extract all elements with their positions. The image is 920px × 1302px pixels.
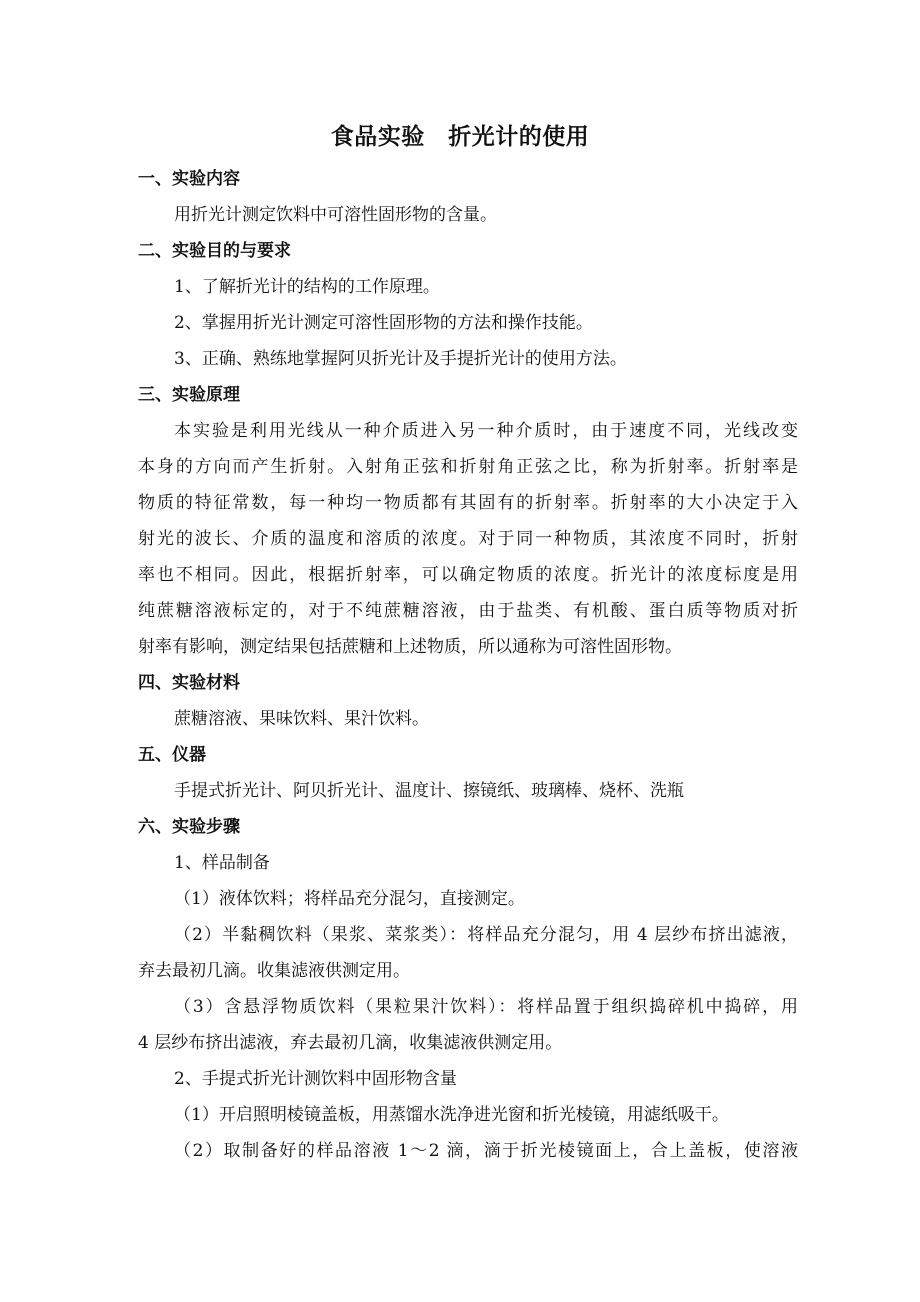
list-item: 2、掌握用折光计测定可溶性固形物的方法和操作技能。 <box>174 313 593 333</box>
paragraph-line: 手提式折光计、阿贝折光计、温度计、擦镜纸、玻璃棒、烧杯、洗瓶 <box>174 781 684 801</box>
list-item: 1、样品制备 <box>174 853 270 873</box>
section-heading-principle: 三、实验原理 <box>138 385 240 405</box>
list-item: （2）半黏稠饮料（果浆、菜浆类）：将样品充分混匀，用 4 层纱布挤出滤液， <box>174 925 798 945</box>
list-item: （1）液体饮料；将样品充分混匀，直接测定。 <box>174 889 525 909</box>
paragraph-line: 弃去最初几滴。收集滤液供测定用。 <box>138 961 410 981</box>
section-heading-procedure: 六、实验步骤 <box>138 817 240 837</box>
section-heading-instruments: 五、仪器 <box>138 745 206 765</box>
paragraph-line: 本身的方向而产生折射。入射角正弦和折射角正弦之比，称为折射率。折射率是 <box>138 457 798 477</box>
paragraph-line: 物质的特征常数，每一种均一物质都有其固有的折射率。折射率的大小决定于入 <box>138 493 798 513</box>
list-item: 2、手提式折光计测饮料中固形物含量 <box>174 1069 457 1089</box>
paragraph-line: 用折光计测定饮料中可溶性固形物的含量。 <box>174 205 497 225</box>
list-item: （1）开启照明棱镜盖板，用蒸馏水洗净进光窗和折光棱镜，用滤纸吸干。 <box>174 1105 729 1125</box>
paragraph-line: 射光的波长、介质的温度和溶质的浓度。对于同一种物质，其浓度不同时，折射 <box>138 529 798 549</box>
list-item: 3、正确、熟练地掌握阿贝折光计及手提折光计的使用方法。 <box>174 349 627 369</box>
paragraph-line: 纯蔗糖溶液标定的，对于不纯蔗糖溶液，由于盐类、有机酸、蛋白质等物质对折 <box>138 601 798 621</box>
document-title: 食品实验 折光计的使用 <box>330 124 590 150</box>
list-item: 1、了解折光计的结构的工作原理。 <box>174 277 440 297</box>
section-heading-materials: 四、实验材料 <box>138 673 240 693</box>
paragraph-line: 射率有影响，测定结果包括蔗糖和上述物质，所以通称为可溶性固形物。 <box>138 637 682 657</box>
paragraph-line: 蔗糖溶液、果味饮料、果汁饮料。 <box>174 709 429 729</box>
list-item: （2）取制备好的样品溶液 1～2 滴，滴于折光棱镜面上，合上盖板，使溶液 <box>174 1141 798 1161</box>
section-heading-content: 一、实验内容 <box>138 169 240 189</box>
list-item: （3）含悬浮物质饮料（果粒果汁饮料）：将样品置于组织捣碎机中捣碎，用 <box>174 997 798 1017</box>
paragraph-line: 本实验是利用光线从一种介质进入另一种介质时，由于速度不同，光线改变 <box>174 421 798 441</box>
section-heading-objectives: 二、实验目的与要求 <box>138 241 291 261</box>
paragraph-line: 率也不相同。因此，根据折射率，可以确定物质的浓度。折光计的浓度标度是用 <box>138 565 798 585</box>
paragraph-line: 4 层纱布挤出滤液，弃去最初几滴，收集滤液供测定用。 <box>138 1033 563 1053</box>
